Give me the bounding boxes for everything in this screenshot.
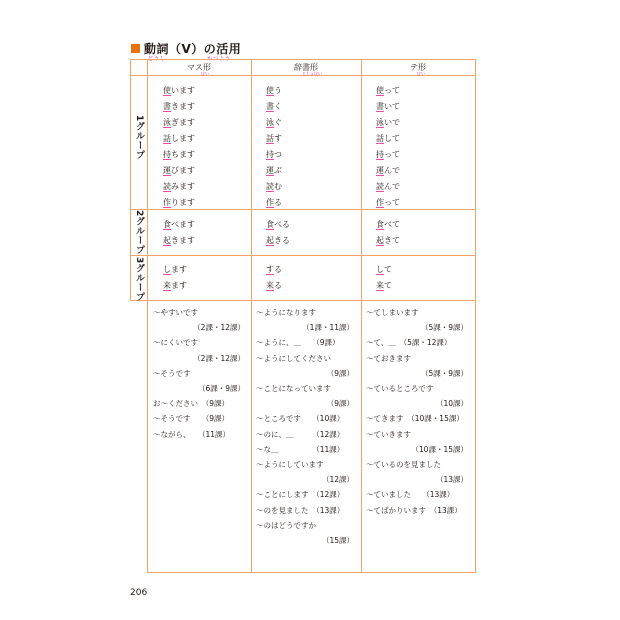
expression-item: ～ているところです （10課） bbox=[366, 384, 468, 409]
section-title-text: 動詞（V）の活用 bbox=[144, 42, 242, 56]
verb-jisho: 書く bbox=[266, 99, 282, 115]
verb-jisho: する bbox=[266, 262, 282, 278]
header-masu-ruby: けい bbox=[201, 71, 209, 76]
header-jisho-ruby: じしょけい bbox=[302, 71, 322, 76]
header-jisho: 辞書形 bbox=[294, 63, 318, 72]
expression-item: ～ことになっています （9課） bbox=[256, 384, 354, 409]
verb-te: 使って bbox=[376, 83, 400, 99]
g2-masu-list bbox=[163, 217, 195, 249]
header-te-ruby: けい bbox=[417, 71, 425, 76]
verb-jisho: 持つ bbox=[266, 147, 282, 163]
verb-te: 起きて bbox=[376, 233, 400, 249]
expression-item: ～ように、＿ （9課） bbox=[256, 338, 340, 348]
expression-item: ～ておきます （5課・9課） bbox=[366, 353, 468, 378]
header-masu: マス形 bbox=[187, 63, 211, 72]
verb-jisho: 泳ぐ bbox=[266, 115, 282, 131]
verb-te: 泳いで bbox=[376, 115, 400, 131]
verb-jisho: 起きる bbox=[266, 233, 290, 249]
expression-item: ～ようになります （1課・11課） bbox=[256, 308, 354, 333]
verb-jisho: 来る bbox=[266, 278, 282, 294]
verb-jisho: 読む bbox=[266, 179, 282, 195]
jisho-expressions bbox=[256, 305, 356, 548]
verb-masu: 泳ぎます bbox=[163, 115, 195, 131]
expression-item: ～ようにしています （12課） bbox=[256, 460, 354, 485]
expression-item: ～てしまいます （5課・9課） bbox=[366, 308, 468, 333]
g1-jisho-list bbox=[266, 83, 282, 211]
verb-te: して bbox=[376, 262, 392, 278]
verb-te: 作って bbox=[376, 195, 400, 211]
verb-jisho: 話す bbox=[266, 131, 282, 147]
expression-item: お～ください （9課） bbox=[153, 399, 230, 409]
verb-te: 食べて bbox=[376, 217, 400, 233]
expression-item: ～のに、＿ （12課） bbox=[256, 429, 345, 439]
verb-masu: します bbox=[163, 262, 187, 278]
verb-masu: 書きます bbox=[163, 99, 195, 115]
expression-item: ～て、＿ （5課・12課） bbox=[366, 338, 452, 348]
verb-te: 持って bbox=[376, 147, 400, 163]
verb-jisho: 使う bbox=[266, 83, 282, 99]
expression-item: ～ことにします （12課） bbox=[256, 490, 345, 500]
verb-masu: 話します bbox=[163, 131, 195, 147]
verb-masu: 食べます bbox=[163, 217, 195, 233]
verb-masu: 読みます bbox=[163, 179, 195, 195]
expression-item: ～ていました （13課） bbox=[366, 490, 455, 500]
expression-item: ～ながら、 （11課） bbox=[153, 429, 231, 439]
expression-item: ～てばかりいます （13課） bbox=[366, 505, 462, 515]
g2-jisho-list bbox=[266, 217, 290, 249]
g1-masu-list bbox=[163, 83, 195, 211]
verb-jisho: 食べる bbox=[266, 217, 290, 233]
verb-jisho: 作る bbox=[266, 195, 282, 211]
expression-item: ～そうです （6課・9課） bbox=[153, 368, 245, 394]
expression-item: ～ているのを見ました （13課） bbox=[366, 460, 468, 485]
expression-item: ～てきます （10課・15課） bbox=[366, 414, 464, 424]
masu-expressions bbox=[153, 305, 247, 442]
verb-masu: 来ます bbox=[163, 278, 187, 294]
verb-masu: 使います bbox=[163, 83, 195, 99]
expression-item: ～そうです （9課） bbox=[153, 414, 230, 424]
verb-te: 話して bbox=[376, 131, 400, 147]
verb-masu: 作ります bbox=[163, 195, 195, 211]
header-te: テ形 bbox=[410, 63, 426, 72]
expression-item: ～な＿ （11課） bbox=[256, 444, 345, 454]
expression-item: ～ところです （10課） bbox=[256, 414, 345, 424]
group2-label: 2グループ bbox=[134, 210, 144, 255]
expression-item: ～のはどうですか （15課） bbox=[256, 520, 354, 546]
verb-jisho: 運ぶ bbox=[266, 163, 282, 179]
expression-item: ～ようにしてください （9課） bbox=[256, 353, 354, 378]
verb-masu: 運びます bbox=[163, 163, 195, 179]
te-expressions bbox=[366, 305, 470, 518]
verb-te: 書いて bbox=[376, 99, 400, 115]
group1-label: 1グループ bbox=[134, 115, 144, 160]
verb-masu: 持ちます bbox=[163, 147, 195, 163]
verb-te: 読んで bbox=[376, 179, 400, 195]
orange-square-bullet bbox=[131, 44, 140, 53]
expression-item: ～にくいです （2課・12課） bbox=[153, 338, 245, 363]
verb-te: 来て bbox=[376, 278, 392, 294]
group3-label: 3グループ bbox=[134, 257, 144, 302]
expression-item: ～やすいです （2課・12課） bbox=[153, 308, 245, 333]
page-number: 206 bbox=[130, 588, 148, 598]
verb-te: 運んで bbox=[376, 163, 400, 179]
g1-te-list bbox=[376, 83, 400, 211]
expression-item: ～ていきます （10課・15課） bbox=[366, 429, 468, 454]
g3-masu-list bbox=[163, 262, 187, 294]
g2-te-list bbox=[376, 217, 400, 249]
expression-item: ～のを見ました （13課） bbox=[256, 505, 345, 515]
g3-te-list bbox=[376, 262, 392, 294]
g3-jisho-list bbox=[266, 262, 282, 294]
verb-masu: 起きます bbox=[163, 233, 195, 249]
